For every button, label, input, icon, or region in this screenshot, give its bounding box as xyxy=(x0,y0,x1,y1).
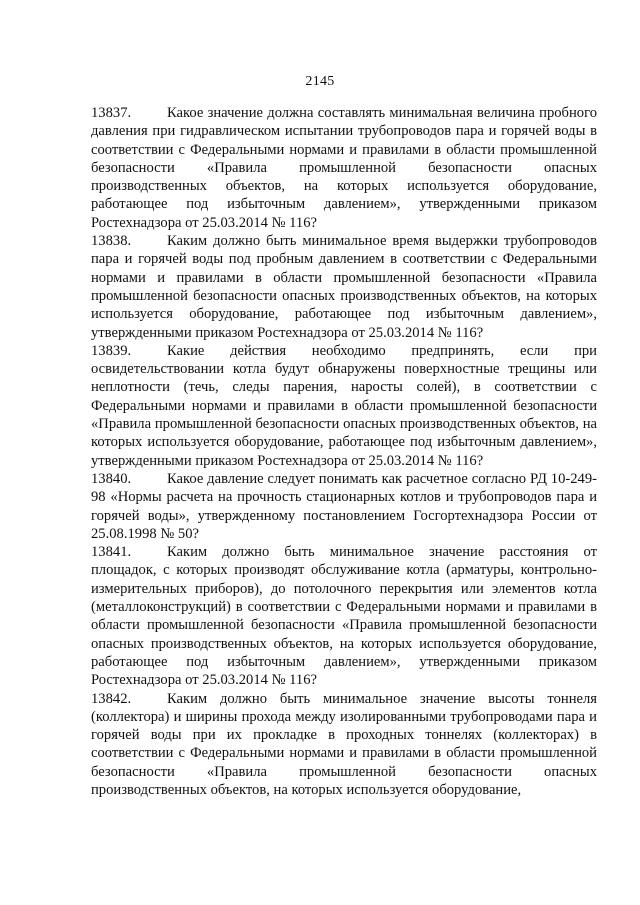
question-number: 13838. xyxy=(91,233,132,250)
question-text: Какое значение должна составлять минимальная величина пробного давления при гидравлическом испытании трубопроводов пара и горячей воды в соответствии с Федеральными нормами и правилами в области промышленной безопасности «Правила промышленной безопасности опасных производственных объектов, на которых используется оборудование, работающее под избыточным давлением», утвержденными приказом Ростехнадзора от 25.03.2014 № 116? xyxy=(91,105,597,231)
question-text: Каким должно быть минимальное время выдержки трубопроводов пара и горячей воды под пробным давлением в соответствии с Федеральными нормами и правилами в области промышленной безопасности «Правила промышленной безопасности опасных производственных объектов, на которых используется оборудование, работающее под избыточным давлением», утвержденными приказом Ростехнадзора от 25.03.2014 № 116? xyxy=(91,233,597,341)
question-text: Каким должно быть минимальное значение высоты тоннеля (коллектора) и ширины прохода между изолированными трубопроводами пара и горячей воды при их прокладке в проходных тоннелях (коллекторах) в соответствии с Федеральными нормами и правилами в области промышленной безопасности «Правила промышленной безопасности опасных производственных объектов, на которых используется оборудование, xyxy=(91,690,597,798)
question-item xyxy=(91,470,597,543)
question-list xyxy=(91,104,597,799)
question-text: Какие действия необходимо предпринять, если при освидетельствовании котла будут обнаружены поверхностные трещины или неплотности (течь, следы парения, наросты солей), в соответствии с Федеральными нормами и правилами в области промышленной безопасности «Правила промышленной безопасности опасных производственных объектов, на которых используется оборудование, работающее под избыточным давлением», утвержденными приказом Ростехнадзора от 25.03.2014 № 116? xyxy=(91,342,597,469)
question-number: 13839. xyxy=(91,342,132,359)
question-number: 13837. xyxy=(91,105,132,121)
question-item xyxy=(91,232,597,342)
question-number: 13841. xyxy=(91,544,132,561)
question-item xyxy=(91,104,597,232)
question-text: Какое давление следует понимать как расчетное согласно РД 10-249-98 «Нормы расчета на прочность стационарных котлов и трубопроводов пара и горячей воды», утвержденному постановлением Госгортехнадзора России от 25.08.1998 № 50? xyxy=(91,470,597,542)
page-number: 2145 xyxy=(305,74,335,89)
question-number: 13840. xyxy=(91,470,132,487)
question-text: Каким должно быть минимальное значение расстояния от площадок, с которых производят обслуживание котла (арматуры, контрольно-измерительных приборов), до потолочного перекрытия или элементов котла (металлоконструкций) в соответствии с Федеральными нормами и правилами в области промышленной безопасности «Правила промышленной безопасности опасных производственных объектов, на которых используется оборудование, работающее под избыточным давлением», утвержденными приказом Ростехнадзора от 25.03.2014 № 116? xyxy=(91,544,597,689)
question-number: 13842. xyxy=(91,690,132,707)
question-item xyxy=(91,690,597,800)
question-item xyxy=(91,543,597,689)
question-item xyxy=(91,342,597,470)
